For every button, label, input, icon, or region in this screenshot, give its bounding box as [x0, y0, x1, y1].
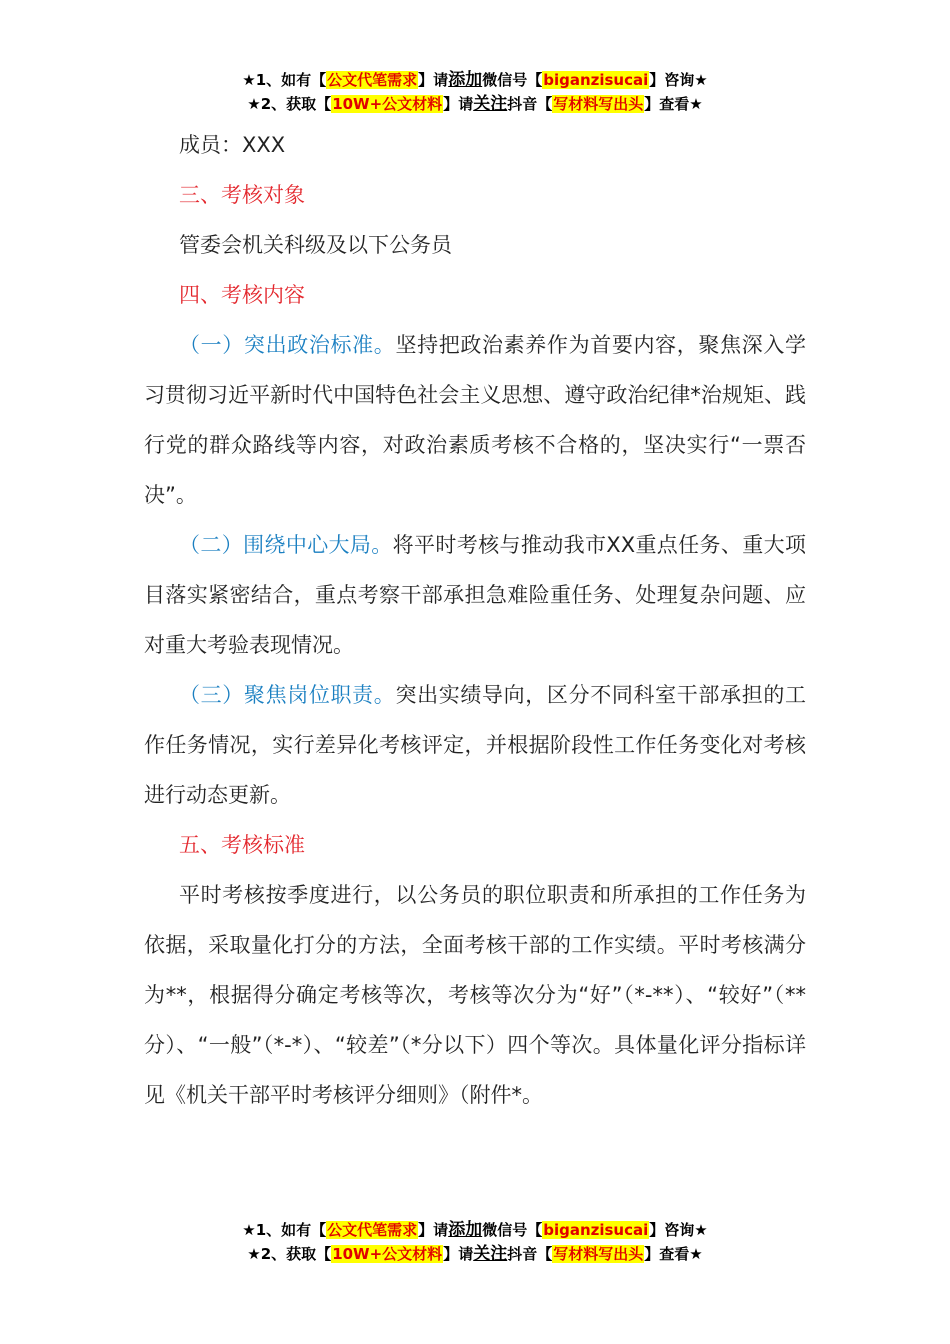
banner-emphasis: 关注	[473, 1244, 508, 1264]
banner-line-1	[0, 68, 950, 92]
banner-text: 】请	[443, 1245, 474, 1263]
section-heading-5: 五、考核标准	[179, 833, 305, 857]
standard-paragraph: 平时考核按季度进行，以公务员的职位职责和所承担的工作任务为依据，采取量化打分的方法，全面考核干部的工作实绩。平时考核满分为**，根据得分确定考核等次，考核等次分为“好”（*-**）、“较好”（**分）、“一般”（*-*）、“较差”（*分以下）四个等次。具体量化评分指标详见《机关干部平时考核评分细则》（附件*。	[144, 883, 806, 1107]
content-item-1	[144, 320, 806, 520]
banner-text: 】请	[418, 1221, 449, 1239]
banner-line-2	[0, 92, 950, 116]
banner-emphasis: 添加	[448, 70, 483, 90]
banner-highlight: 10W+公文材料	[332, 1245, 443, 1263]
banner-line-1	[0, 1218, 950, 1242]
banner-text: 微信号【	[482, 1221, 543, 1239]
banner-line-2	[0, 1242, 950, 1266]
document-body	[144, 120, 806, 1120]
banner-text: ★1、如有【	[242, 1221, 327, 1239]
content-item-2	[144, 520, 806, 670]
header-banner	[0, 68, 950, 116]
banner-emphasis: 添加	[448, 1220, 483, 1240]
target-paragraph: 管委会机关科级及以下公务员	[179, 233, 452, 257]
banner-douyin-id: 写材料写出头	[553, 95, 644, 113]
banner-text: ★2、获取【	[247, 95, 332, 113]
members-line: 成员：XXX	[179, 133, 286, 157]
banner-emphasis: 关注	[473, 94, 508, 114]
banner-text: 】请	[418, 71, 449, 89]
banner-highlight: 10W+公文材料	[332, 95, 443, 113]
banner-text: 】查看★	[644, 95, 703, 113]
banner-highlight: 公文代笔需求	[327, 1221, 418, 1239]
banner-text: 微信号【	[482, 71, 543, 89]
banner-text: ★1、如有【	[242, 71, 327, 89]
banner-douyin-id: 写材料写出头	[553, 1245, 644, 1263]
item-2-lead: （二）围绕中心大局。	[179, 533, 393, 557]
section-heading-4: 四、考核内容	[179, 283, 305, 307]
item-3-body: 突出实绩导向，区分不同科室干部承担的工作任务情况，实行差异化考核评定，并根据阶段性工作任务变化对考核进行动态更新。	[144, 683, 807, 807]
banner-wechat-id: biganzisucai	[543, 71, 649, 89]
item-3-lead: （三）聚焦岗位职责。	[179, 683, 396, 707]
footer-banner	[0, 1218, 950, 1266]
banner-highlight: 公文代笔需求	[327, 71, 418, 89]
banner-text: 抖音【	[507, 1245, 553, 1263]
section-heading-3: 三、考核对象	[179, 183, 305, 207]
banner-text: 】查看★	[644, 1245, 703, 1263]
content-item-3	[144, 670, 806, 820]
banner-text: 】咨询★	[649, 1221, 708, 1239]
banner-text: ★2、获取【	[247, 1245, 332, 1263]
banner-text: 】咨询★	[649, 71, 708, 89]
banner-text: 】请	[443, 95, 474, 113]
item-1-lead: （一）突出政治标准。	[179, 333, 396, 357]
banner-wechat-id: biganzisucai	[543, 1221, 649, 1239]
banner-text: 抖音【	[507, 95, 553, 113]
item-2-body: 将平时考核与推动我市XX重点任务、重大项目落实紧密结合，重点考察干部承担急难险重任务、处理复杂问题、应对重大考验表现情况。	[144, 533, 806, 657]
item-1-body: 坚持把政治素养作为首要内容，聚焦深入学习贯彻习近平新时代中国特色社会主义思想、遵守政治纪律*治规矩、践行党的群众路线等内容，对政治素质考核不合格的，坚决实行“一票否决”。	[144, 333, 807, 507]
